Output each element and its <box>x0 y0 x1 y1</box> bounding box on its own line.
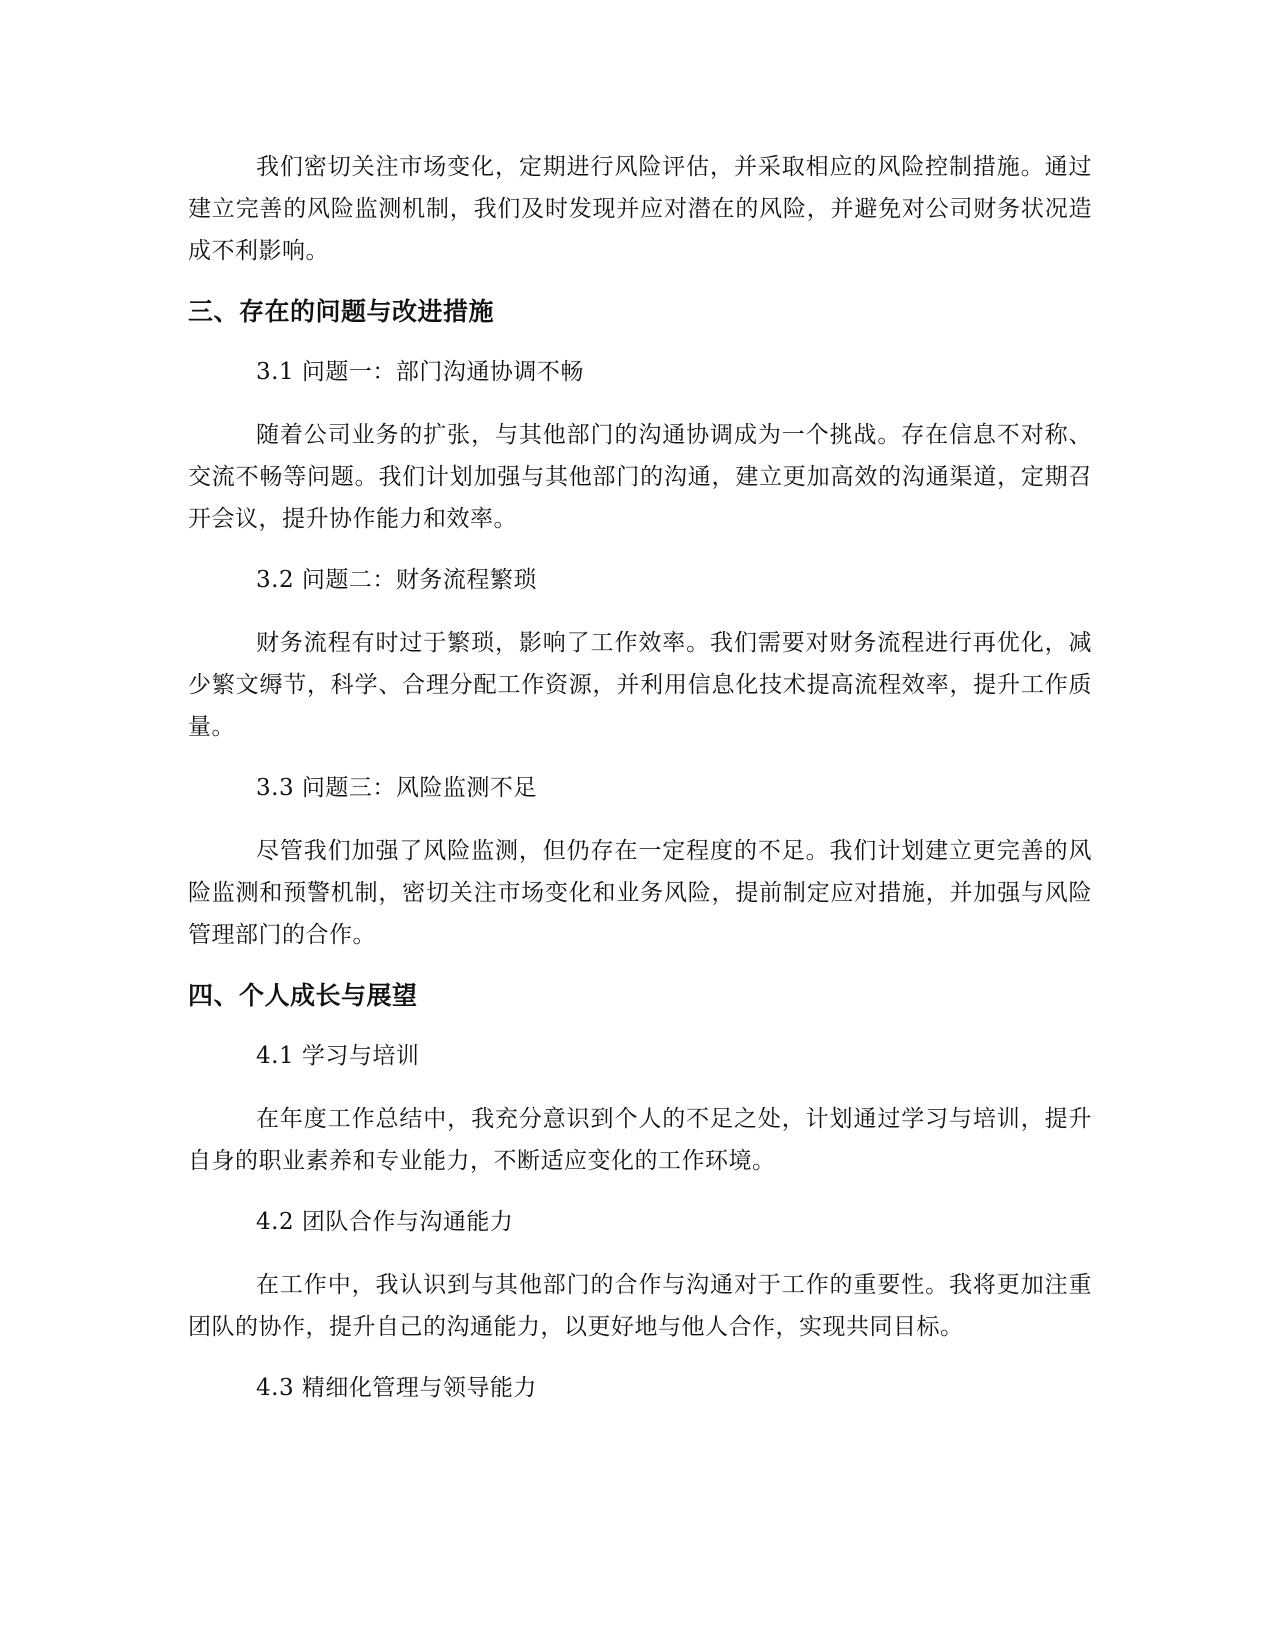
document-body <box>188 146 1092 1430</box>
section-heading-3: 三、存在的问题与改进措施 <box>188 297 495 326</box>
subheading-3-3: 3.3 问题三：风险监测不足 <box>256 775 537 801</box>
paragraph-3-2: 财务流程有时过于繁琐，影响了工作效率。我们需要对财务流程进行再优化，减少繁文缛节，科学、合理分配工作资源，并利用信息化技术提高流程效率，提升工作质量。 <box>188 630 1092 740</box>
subheading-4-3: 4.3 精细化管理与领导能力 <box>256 1375 537 1401</box>
paragraph-risk-control: 我们密切关注市场变化，定期进行风险评估，并采取相应的风险控制措施。通过建立完善的风险监测机制，我们及时发现并应对潜在的风险，并避免对公司财务状况造成不利影响。 <box>188 154 1092 264</box>
subheading-4-1: 4.1 学习与培训 <box>256 1043 420 1069</box>
section-heading-4: 四、个人成长与展望 <box>188 981 418 1010</box>
paragraph-4-1: 在年度工作总结中，我充分意识到个人的不足之处，计划通过学习与培训，提升自身的职业素养和专业能力，不断适应变化的工作环境。 <box>188 1106 1092 1174</box>
paragraph-4-2: 在工作中，我认识到与其他部门的合作与沟通对于工作的重要性。我将更加注重团队的协作，提升自己的沟通能力，以更好地与他人合作，实现共同目标。 <box>188 1272 1092 1340</box>
paragraph-3-3: 尽管我们加强了风险监测，但仍存在一定程度的不足。我们计划建立更完善的风险监测和预警机制，密切关注市场变化和业务风险，提前制定应对措施，并加强与风险管理部门的合作。 <box>188 838 1092 948</box>
subheading-3-2: 3.2 问题二：财务流程繁琐 <box>256 567 537 593</box>
paragraph-3-1: 随着公司业务的扩张，与其他部门的沟通协调成为一个挑战。存在信息不对称、交流不畅等问题。我们计划加强与其他部门的沟通，建立更加高效的沟通渠道，定期召开会议，提升协作能力和效率。 <box>188 422 1092 532</box>
subheading-4-2: 4.2 团队合作与沟通能力 <box>256 1209 514 1235</box>
subheading-3-1: 3.1 问题一：部门沟通协调不畅 <box>256 359 584 385</box>
